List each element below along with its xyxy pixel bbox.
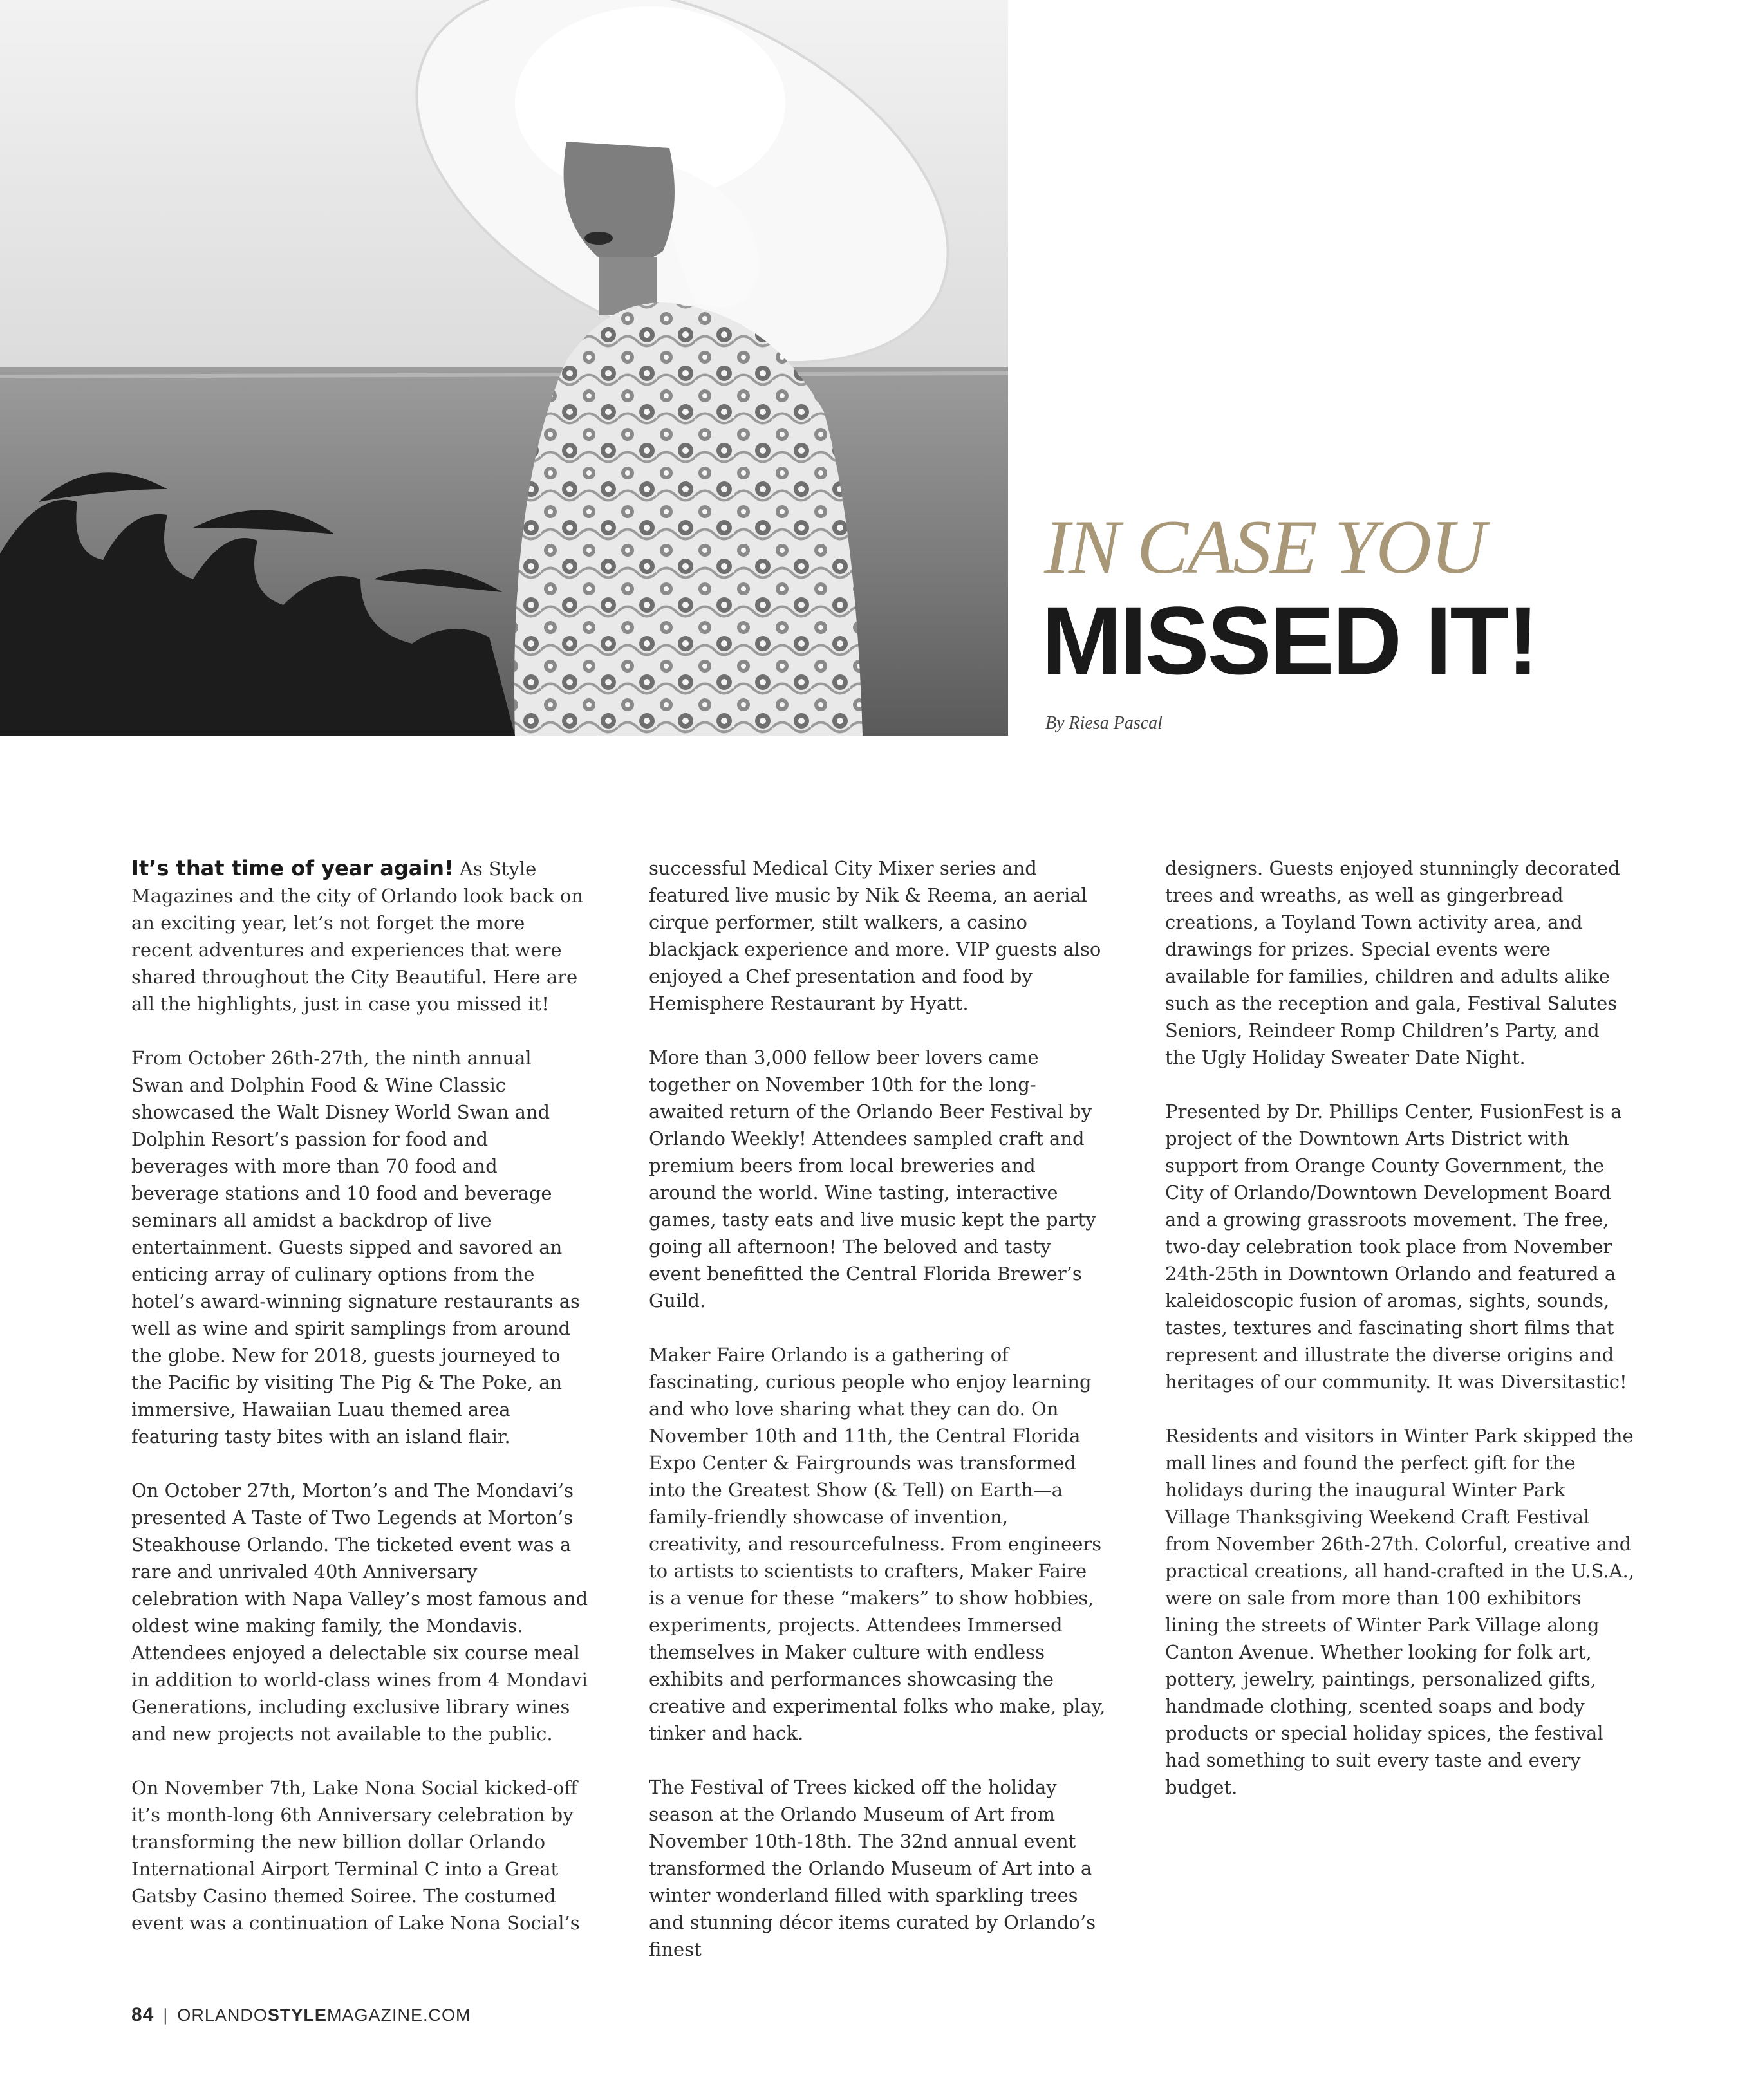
headline-kicker: IN CASE YOU xyxy=(1044,504,1485,590)
page-number: 84 xyxy=(131,2004,154,2025)
footer-separator: | xyxy=(163,2005,169,2025)
paragraph-festival-of-trees: The Festival of Trees kicked off the holiday season at the Orlando Museum of Art from November 10th-18th. The 32nd annual event transformed the Orlando Museum of Art into a winter wonderland filled with sparkling trees and stunning décor items curated by Orlando’s finest xyxy=(649,1776,1096,1960)
article-column-3 xyxy=(1165,855,1635,1828)
lead-in: It’s that time of year again! xyxy=(131,856,454,880)
site-suffix: MAGAZINE.COM xyxy=(326,2005,471,2025)
page-title: MISSED IT! xyxy=(1042,586,1538,694)
site-prefix: ORLANDO xyxy=(177,2005,268,2025)
paragraph-lake-nona: On November 7th, Lake Nona Social kicked-off it’s month-long 6th Anniversary celebration by transforming the new billion dollar Orlando International Airport Terminal C into a Great Gatsby Casino themed Soiree. The costumed event was a continuation of Lake Nona Social’s xyxy=(131,1777,580,1934)
paragraph-winter-park: Residents and visitors in Winter Park skipped the mall lines and found the perfect gift for the holidays during the inaugural Winter Park Village Thanksgiving Weekend Craft Festival from November 26th-27th. Colorful, creative and practical creations, all hand-crafted in the U.S.A., were on sale from more than 100 exhibitors lining the streets of Winter Park Village along Canton Avenue. Whether looking for folk art, pottery, jewelry, paintings, personalized gifts, handmade clothing, scented soaps and body products or special holiday spices, the festival had something to suit every taste and every budget. xyxy=(1165,1425,1634,1798)
paragraph-mortons: On October 27th, Morton’s and The Mondavi’s presented A Taste of Two Legends at Morton’s Steakhouse Orlando. The ticketed event was a rare and unrivaled 40th Anniversary celebration with Napa Valley’s most famous and oldest wine making family, the Mondavis. Attendees enjoyed a delectable six course meal in addition to world-class wines from 4 Mondavi Generations, including exclusive library wines and new projects not available to the public. xyxy=(131,1480,588,1745)
hero-photo xyxy=(0,0,1008,736)
intro-text: As Style Magazines and the city of Orlando look back on an exciting year, let’s not forget the more recent adventures and experiences that were shared throughout the City Beautiful. Here are all the highlights, just in case you missed it! xyxy=(131,858,584,1015)
page-footer xyxy=(131,2004,471,2026)
article-column-2 xyxy=(649,855,1106,1990)
paragraph-beer-festival: More than 3,000 fellow beer lovers came together on November 10th for the long-awaited return of the Orlando Beer Festival by Orlando Weekly! Attendees sampled craft and premium beers from local breweries and around the world. Wine tasting, interactive games, tasty eats and live music kept the party going all afternoon! The beloved and tasty event benefitted the Central Florida Brewer’s Guild. xyxy=(649,1046,1096,1312)
paragraph-fusionfest: Presented by Dr. Phillips Center, FusionFest is a project of the Downtown Arts District with support from Orange County Government, the City of Orlando/Downtown Development Board and a growing grassroots movement. The free, two-day celebration took place from November 24th-25th in Downtown Orlando and featured a kaleidoscopic fusion of aromas, sights, sounds, tastes, textures and fascinating short films that represent and illustrate the diverse origins and heritages of our community. It was Diversitastic! xyxy=(1165,1101,1627,1393)
paragraph-festival-of-trees-cont: designers. Guests enjoyed stunningly decorated trees and wreaths, as well as gingerbread creations, a Toyland Town activity area, and drawings for prizes. Special events were available for families, children and adults alike such as the reception and gala, Festival Salutes Seniors, Reindeer Romp Children’s Party, and the Ugly Holiday Sweater Date Night. xyxy=(1165,857,1620,1068)
paragraph-swan-dolphin: From October 26th-27th, the ninth annual Swan and Dolphin Food & Wine Classic showcased the Walt Disney World Swan and Dolphin Resort’s passion for food and beverages with more than 70 food and beverage stations and 10 food and beverage seminars all amidst a backdrop of live entertainment. Guests sipped and savored an enticing array of culinary options from the hotel’s award-winning signature restaurants as well as wine and spirit samplings from around the globe. New for 2018, guests journeyed to the Pacific by visiting The Pig & The Poke, an immersive, Hawaiian Luau themed area featuring tasty bites with an island flair. xyxy=(131,1047,580,1447)
paragraph-lake-nona-cont: successful Medical City Mixer series and featured live music by Nik & Reema, an aerial cirque performer, stilt walkers, a casino blackjack experience and more. VIP guests also enjoyed a Chef presentation and food by Hemisphere Restaurant by Hyatt. xyxy=(649,857,1101,1014)
byline: By Riesa Pascal xyxy=(1045,713,1163,733)
paragraph-intro xyxy=(131,855,588,1017)
site-bold: STYLE xyxy=(267,2005,327,2025)
hero-photo-illustration xyxy=(0,0,1008,736)
article-column-1 xyxy=(131,855,588,1964)
paragraph-maker-faire: Maker Faire Orlando is a gathering of fascinating, curious people who enjoy learning and who love sharing what they can do. On November 10th and 11th, the Central Florida Expo Center & Fairgrounds was transformed into the Greatest Show (& Tell) on Earth—a family-friendly showcase of invention, creativity, and resourcefulness. From engineers to artists to scientists to crafters, Maker Faire is a venue for these “makers” to show hobbies, experiments, projects. Attendees Immersed themselves in Maker culture with endless exhibits and performances showcasing the creative and experimental folks who make, play, tinker and hack. xyxy=(649,1344,1106,1744)
